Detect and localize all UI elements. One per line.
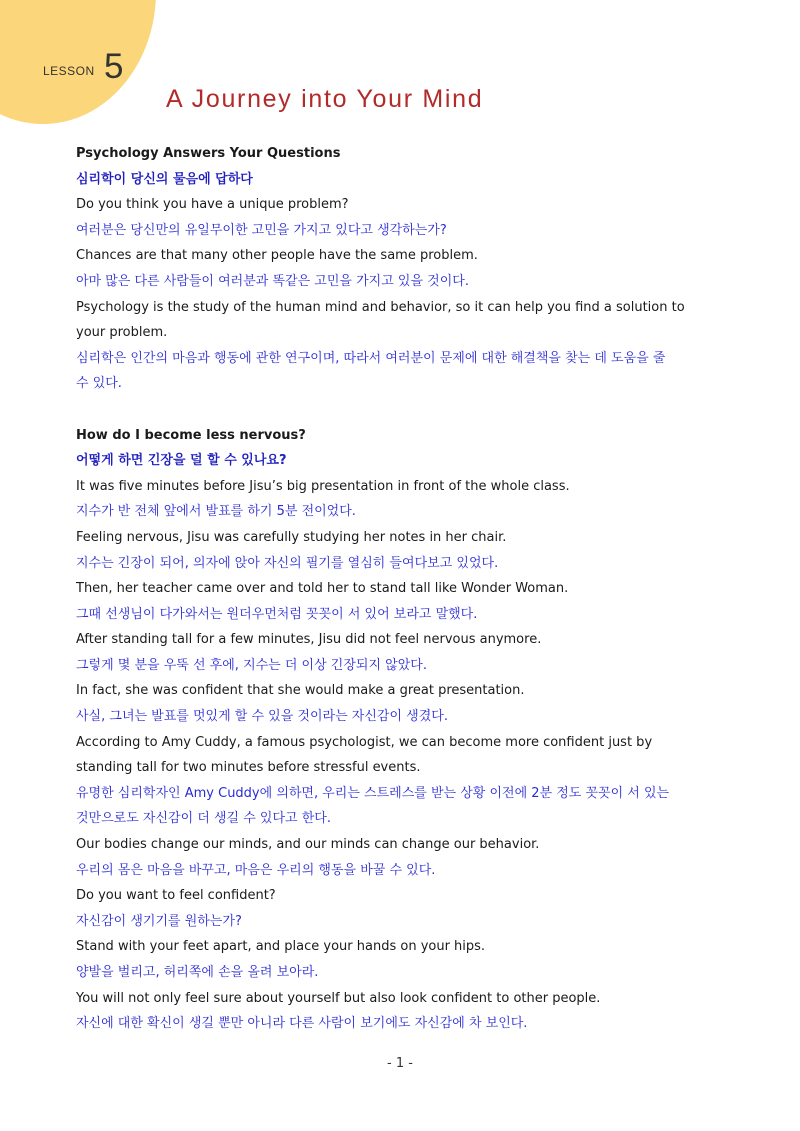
- sentence-ko: 것만으로도 자신감이 더 생길 수 있다고 한다.: [76, 811, 331, 827]
- sentence-ko: 유명한 심리학자인 Amy Cuddy에 의하면, 우리는 스트레스를 받는 상황 이전에 2분 정도 꼿꼿이 서 있는: [76, 785, 670, 801]
- section-spacer: [76, 397, 726, 423]
- sentence-ko: 양발을 벌리고, 허리쪽에 손을 올려 보아라.: [76, 965, 319, 980]
- sentence-ko: 자신에 대한 확신이 생길 뿐만 아니라 다른 사람이 보기에도 자신감에 차 보인다.: [76, 1016, 528, 1032]
- sentence-en: standing tall for two minutes before stressful events.: [76, 760, 421, 776]
- sentence-en: Do you think you have a unique problem?: [76, 197, 349, 213]
- sentence-en: Do you want to feel confident?: [76, 888, 276, 904]
- sentence-ko: 여러분은 당신만의 유일무이한 고민을 가지고 있다고 생각하는가?: [76, 222, 447, 238]
- sentence-en: You will not only feel sure about yourself but also look confident to other people.: [76, 990, 601, 1006]
- sentence-ko: 수 있다.: [76, 376, 122, 392]
- sentence-en: your problem.: [76, 325, 168, 341]
- sentence-en: Stand with your feet apart, and place your hands on your hips.: [76, 939, 486, 955]
- lesson-number: 5: [104, 47, 124, 86]
- sentence-en: In fact, she was confident that she would make a great presentation.: [76, 683, 525, 699]
- sentence-ko: 사실, 그녀는 발표를 멋있게 할 수 있을 것이라는 자신감이 생겼다.: [76, 709, 448, 725]
- sentence-ko: 지수가 반 전체 앞에서 발표를 하기 5분 전이었다.: [76, 504, 356, 520]
- lesson-label: LESSON: [43, 64, 95, 78]
- page-number: - 1 -: [387, 1056, 413, 1071]
- sentence-ko: 우리의 몸은 마음을 바꾸고, 마음은 우리의 행동을 바꿀 수 있다.: [76, 862, 436, 878]
- section-heading-en: How do I become less nervous?: [76, 427, 306, 443]
- section-heading-en: Psychology Answers Your Questions: [76, 146, 341, 161]
- sentence-en: Psychology is the study of the human mind and behavior, so it can help you find a solution to: [76, 299, 685, 315]
- lesson-content: [76, 141, 726, 1037]
- sentence-ko: 아마 많은 다른 사람들이 여러분과 똑같은 고민을 가지고 있을 것이다.: [76, 273, 469, 289]
- sentence-ko: 그렇게 몇 분을 우뚝 선 후에, 지수는 더 이상 긴장되지 않았다.: [76, 657, 427, 673]
- sentence-en: According to Amy Cuddy, a famous psychologist, we can become more confident just by: [76, 734, 653, 750]
- sentence-en: It was five minutes before Jisu’s big presentation in front of the whole class.: [76, 478, 570, 494]
- sentence-ko: 그때 선생님이 다가와서는 원더우먼처럼 꼿꼿이 서 있어 보라고 말했다.: [76, 606, 478, 622]
- page-title: A Journey into Your Mind: [166, 85, 484, 113]
- sentence-ko: 심리학은 인간의 마음과 행동에 관한 연구이며, 따라서 여러분이 문제에 대한 해결책을 찾는 데 도움을 줄: [76, 350, 666, 366]
- sentence-en: Feeling nervous, Jisu was carefully studying her notes in her chair.: [76, 529, 507, 545]
- sentence-en: Our bodies change our minds, and our minds can change our behavior.: [76, 837, 540, 853]
- section-heading-ko: 어떻게 하면 긴장을 덜 할 수 있나요?: [76, 453, 287, 469]
- sentence-en: After standing tall for a few minutes, Jisu did not feel nervous anymore.: [76, 632, 542, 648]
- lesson-badge-shape: [0, 0, 156, 124]
- sentence-ko: 지수는 긴장이 되어, 의자에 앉아 자신의 필기를 열심히 들여다보고 있었다.: [76, 555, 499, 571]
- section-heading-ko: 심리학이 당신의 물음에 답하다: [76, 171, 253, 187]
- sentence-ko: 자신감이 생기기를 원하는가?: [76, 913, 242, 929]
- sentence-en: Chances are that many other people have the same problem.: [76, 248, 478, 264]
- sentence-en: Then, her teacher came over and told her to stand tall like Wonder Woman.: [76, 581, 569, 597]
